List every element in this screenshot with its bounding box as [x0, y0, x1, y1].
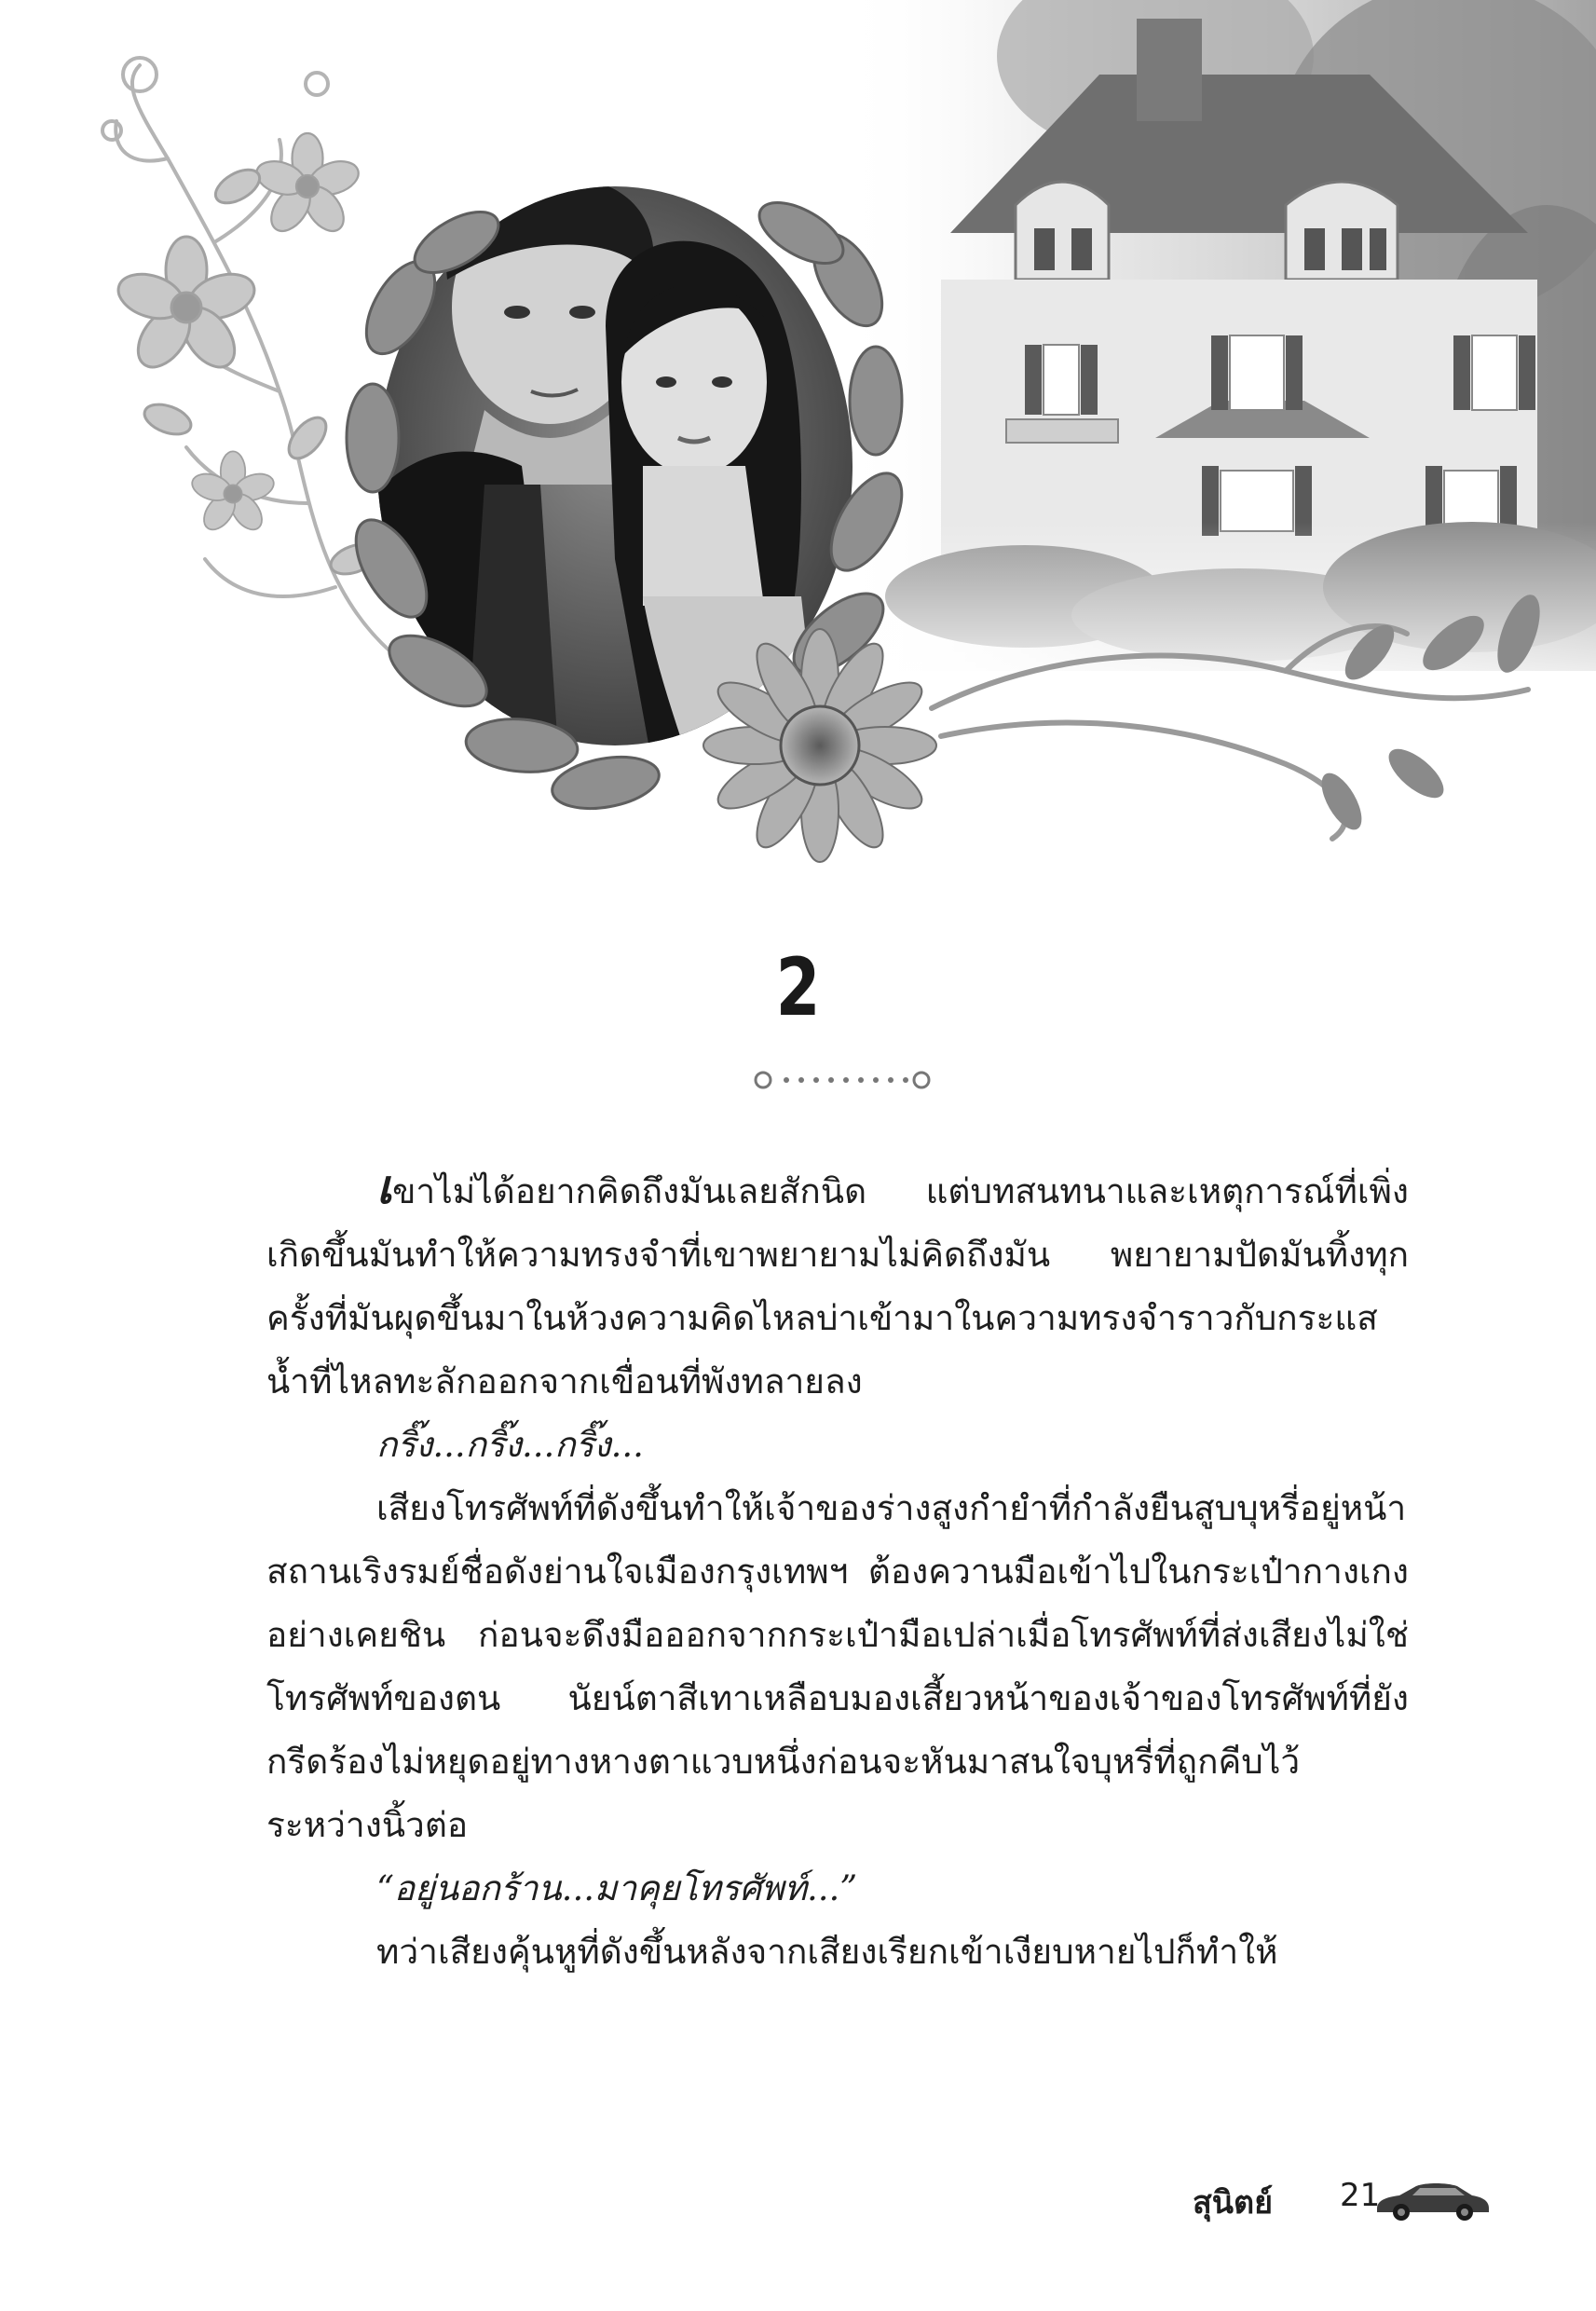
house-background [839, 0, 1596, 708]
car-icon [1371, 2179, 1493, 2222]
chapter-header-illustration [0, 0, 1596, 923]
chapter-number: 2 [775, 941, 821, 1034]
paragraph-text: ขาไม่ได้อยากคิดถึงมันเลยสักนิด แต่บทสนทนาและเหตุการณ์ที่เพิ่งเกิดขึ้นมันทำให้ความทรงจำที่เขาพยายามไม่คิดถึงมัน พยายามปัดมันทิ้งทุกครั้งที่มันผุดขึ้นมาในห้วงความคิดไหลบ่าเข้ามาในความทรงจำราวกับกระแสน้ำที่ไหลทะลักออกจากเขื่อนที่พังทลายลง [266, 1171, 1409, 1402]
dialogue-quote: “อยู่นอกร้าน...มาคุยโทรศัพท์...” [376, 1868, 858, 1908]
paragraph [266, 1156, 1409, 1414]
page-footer [1193, 2164, 1528, 2238]
flower-icon [113, 133, 381, 580]
chapter-body [266, 1156, 1409, 1984]
author-name: สุนิตย์ [1193, 2184, 1273, 2222]
drop-cap: เ [376, 1160, 393, 1214]
paragraph: เสียงโทรศัพท์ที่ดังขึ้นทำให้เจ้าของร่างสูงกำยำที่กำลังยืนสูบบุหรี่อยู่หน้าสถานเริงรมย์ชื่อดังย่านใจเมืองกรุงเทพฯ ต้องควานมือเข้าไปในกระเป๋ากางเกงอย่างเคยชิน ก่อนจะดึงมือออกจากกระเป๋ามือเปล่าเมื่อโทรศัพท์ที่ส่งเสียงไม่ใช่โทรศัพท์ของตน นัยน์ตาสีเทาเหลือบมองเสี้ยวหน้าของเจ้าของโทรศัพท์ที่ยังกรีดร้องไม่หยุดอยู่ทางหางตาแวบหนึ่งก่อนจะหันมาสนใจบุหรี่ที่ถูกคีบไว้ระหว่างนิ้วต่อ [266, 1488, 1409, 1845]
chapter-divider-ornament [751, 1068, 934, 1092]
sound-effect: กริ๊ง...กริ๊ง...กริ๊ง... [376, 1425, 644, 1465]
paragraph: ทว่าเสียงคุ้นหูที่ดังขึ้นหลังจากเสียงเรียกเข้าเงียบหายไปก็ทำให้ [376, 1932, 1278, 1972]
page-number: 21 [1340, 2177, 1381, 2214]
